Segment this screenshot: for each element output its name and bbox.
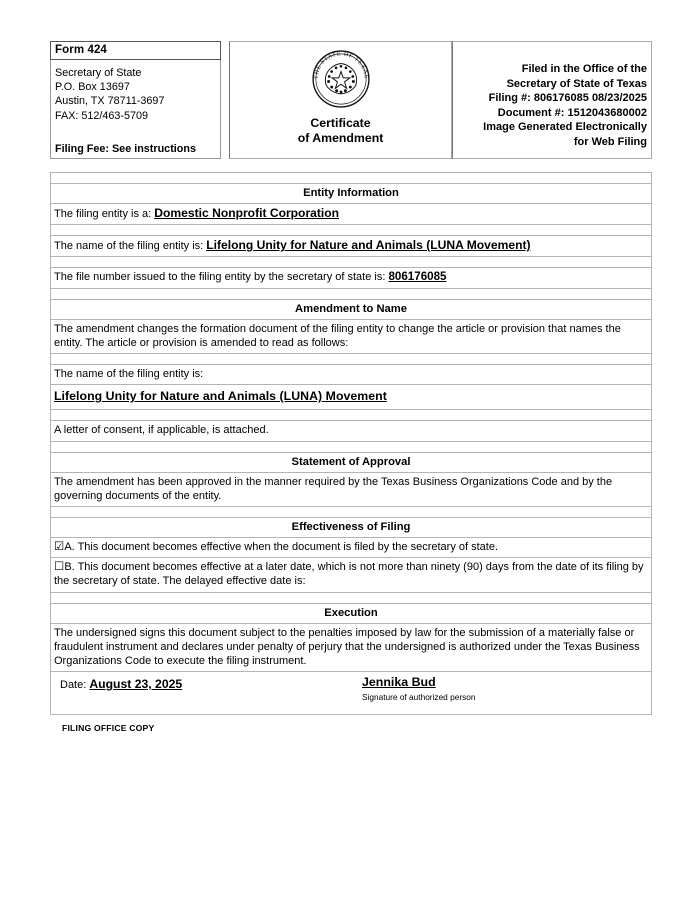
letter-of-consent-text: A letter of consent, if applicable, is attached.: [54, 424, 269, 437]
document-body-table: [50, 172, 652, 715]
date-value: August 23, 2025: [89, 677, 183, 692]
option-b-text: B. This document becomes effective at a later date, which is not more than ninety (90) days from the date of its filing by the secretary of state. The delayed effective date is:: [54, 561, 644, 588]
signature-name: Jennika Bud: [362, 675, 436, 690]
date-field: [60, 677, 182, 691]
filed-line: Secretary of State of Texas: [506, 77, 647, 90]
spacer-row: [51, 288, 652, 299]
filing-fee-note: Filing Fee: See instructions: [55, 142, 196, 155]
section-header-amendment-to-name: [51, 299, 652, 319]
filed-line: Image Generated Electronically: [483, 121, 647, 134]
section-header-statement-of-approval: [51, 452, 652, 472]
spacer-row: [51, 354, 652, 365]
certificate-title-line-2: of Amendment: [297, 131, 384, 145]
address-line: FAX: 512/463-5709: [55, 109, 149, 122]
address-line: Austin, TX 78711-3697: [55, 95, 165, 108]
spacer-row: [51, 257, 652, 268]
execution-body-text: The undersigned signs this document subject to the penalties imposed by law for the submission of a materially false or fraudulent instrument and declares under penalty of perjury that the undersigned is authorized under the Texas Business Organizations Code to execute the filing instrument.: [54, 626, 640, 668]
filed-line: for Web Filing: [573, 135, 647, 148]
spacer-row: [51, 592, 652, 603]
texas-state-seal-icon: [234, 48, 447, 114]
svg-text:THE STATE OF TEXAS: THE STATE OF TEXAS: [312, 51, 369, 80]
row-signature: [51, 672, 652, 715]
file-number-value: 806176085: [388, 270, 447, 284]
row-effectiveness-option-a: [51, 538, 652, 558]
row-effectiveness-option-b: [51, 558, 652, 592]
spacer-row: [51, 507, 652, 518]
option-a-checkbox[interactable]: ☑: [54, 539, 65, 554]
filing-number-line: Filing #: 806176085 08/23/2025: [488, 92, 647, 105]
address-line: P.O. Box 13697: [55, 81, 130, 94]
new-name-label: The name of the filing entity is:: [54, 368, 204, 381]
sos-address-box: [50, 60, 221, 159]
file-number-label: The file number issued to the filing entity by the secretary of state is:: [54, 271, 386, 284]
section-title: Execution: [324, 606, 378, 619]
option-a-text: A. This document becomes effective when the document is filed by the secretary of state.: [64, 541, 499, 554]
row-new-name-value: [51, 385, 652, 410]
signature-caption: Signature of authorized person: [362, 692, 476, 703]
spacer-row: [51, 173, 652, 184]
section-title: Statement of Approval: [291, 455, 411, 468]
header-left-column: [50, 41, 221, 159]
certificate-title: [234, 116, 447, 146]
row-execution-body: [51, 623, 652, 672]
option-b-checkbox[interactable]: ☐: [54, 559, 65, 574]
signature-field: [362, 675, 475, 702]
section-header-execution: [51, 603, 652, 623]
entity-type-label: The filing entity is a:: [54, 208, 152, 220]
entity-name-label: The name of the filing entity is:: [54, 240, 204, 253]
filing-office-copy-label: FILING OFFICE COPY: [62, 723, 155, 733]
spacer-row: [51, 225, 652, 236]
entity-name-value: Lifelong Unity for Nature and Animals (LUNA Movement): [206, 238, 531, 253]
row-new-name-label: [51, 365, 652, 385]
address-line: Secretary of State: [55, 67, 142, 79]
document-number-line: Document #: 1512043680002: [497, 106, 647, 119]
new-entity-name-value: Lifelong Unity for Nature and Animals (LUNA) Movement: [54, 389, 387, 404]
certificate-title-line-1: Certificate: [310, 116, 371, 130]
header-column-gap: [221, 41, 229, 159]
spacer-row: [51, 441, 652, 452]
row-amendment-body: [51, 319, 652, 353]
section-title: Amendment to Name: [295, 302, 407, 315]
spacer-row: [51, 410, 652, 421]
approval-body-text: The amendment has been approved in the manner required by the Texas Business Organizations Code and by the governing documents of the entity.: [54, 475, 613, 502]
section-header-entity-information: [51, 184, 652, 204]
row-file-number: [51, 268, 652, 288]
section-title: Entity Information: [303, 187, 399, 199]
form-number-box: Form 424: [50, 41, 221, 60]
row-approval-body: [51, 472, 652, 506]
entity-type-value: Domestic Nonprofit Corporation: [154, 206, 340, 220]
row-letter-of-consent: [51, 421, 652, 441]
document-header: [50, 41, 652, 159]
row-entity-name: [51, 236, 652, 257]
filing-stamp-box: [452, 41, 652, 159]
amendment-body-text: The amendment changes the formation document of the filing entity to change the article or provision that names the entity. The article or provision is amended to read as follows:: [54, 322, 621, 349]
section-title: Effectiveness of Filing: [291, 521, 411, 534]
header-center-column: [229, 41, 452, 159]
filing-stamp-spacer: [457, 48, 647, 62]
row-entity-type: [51, 204, 652, 225]
signature-row: [51, 672, 651, 714]
date-label: Date:: [60, 679, 87, 692]
filed-line: Filed in the Office of the: [521, 63, 647, 75]
section-header-effectiveness-of-filing: [51, 518, 652, 538]
